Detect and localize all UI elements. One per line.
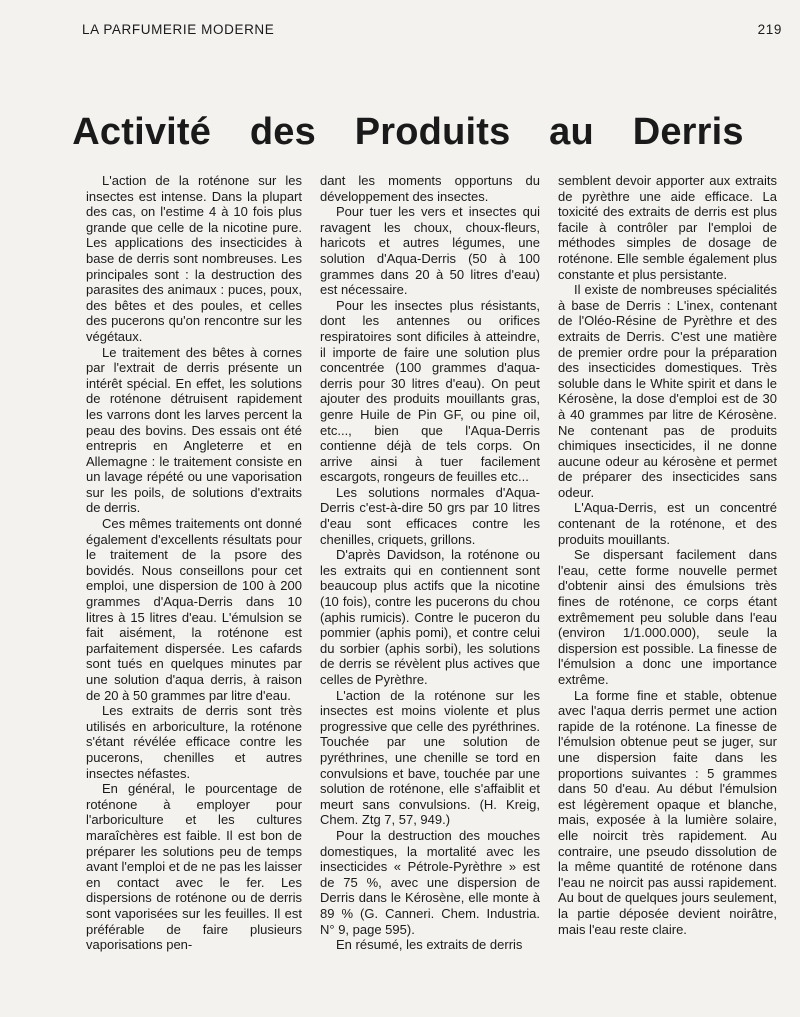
paragraph: dant les moments opportuns du développement des insectes.: [320, 173, 540, 204]
paragraph: Les extraits de derris sont très utilisés en arboriculture, la roténone s'étant révélée efficace contre les pucerons, chenilles et autres insectes néfastes.: [86, 703, 302, 781]
paragraph: semblent devoir apporter aux extraits de pyrèthre une aide efficace. La toxicité des extraits de derris est plus facile à contrôler par l'emploi de méthodes simples de dosage de roténone. Elle semble également plus constante et plus persistante.: [558, 173, 777, 282]
paragraph: Ces mêmes traitements ont donné également d'excellents résultats pour le traitement de la psore des bovidés. Nous conseillons pour cet emploi, une dispersion de 100 à 200 grammes d'Aqua-Derris dans 10 litres à 15 litres d'eau. L'émulsion se fait aisément, la roténone est parfaitement dispersée. Les cafards sont tués en quelques minutes par une solution d'aqua derris, à raison de 20 à 50 grammes par litre d'eau.: [86, 516, 302, 703]
text-column-2: [320, 173, 540, 953]
text-column-3: [558, 173, 777, 937]
paragraph: Se dispersant facilement dans l'eau, cette forme nouvelle permet d'obtenir ainsi des émulsions très fines de roténone, ce corps étant extrêmement peu soluble dans l'eau (environ 1/1.000.000), seule la dispersion est possible. La finesse de l'émulsion a donc une importance extrême.: [558, 547, 777, 687]
paragraph: En résumé, les extraits de derris: [336, 937, 523, 953]
paragraph: L'action de la roténone sur les insectes est intense. Dans la plupart des cas, on l'estime 4 à 10 fois plus grande que celle de la nicotine pure. Les applications des insecticides à base de derris sont nombreuses. Les principales sont : la destruction des parasites des animaux : puces, poux, des bêtes et des poules, et celles des pucerons qu'on rencontre sur les végétaux.: [86, 173, 302, 344]
paragraph: La forme fine et stable, obtenue avec l'aqua derris permet une action rapide de la roténone. La finesse de l'émulsion obtenue peut se juger, sur une dispersion faite dans les proportions suivantes : 5 grammes dans 50 d'eau. Au début l'émulsion est légèrement opaque et blanche, mais, exposée à la lumière solaire, elle noircit très rapidement. Au contraire, une pseudo dissolution de la même quantité de roténone dans l'eau ne noircit pas aussi rapidement. Au bout de quelques jours seulement, la partie déposée devient noirâtre, mais l'eau reste claire.: [558, 687, 777, 937]
text-column-1: [86, 173, 302, 953]
paragraph: Pour la destruction des mouches domestiques, la mortalité avec les insecticides « Pétrole-Pyrèthre » est de 75 %, avec une dispersion de Derris dans le Kérosène, elle monte à 89 % (G. Canneri. Chem. Industria. N° 9, page 595).: [320, 827, 540, 937]
paragraph: D'après Davidson, la roténone ou les extraits qui en contiennent sont beaucoup plus actifs que la nicotine (10 fois), contre les pucerons du chou (aphis rumicis). Contre le puceron du pommier (aphis pomi), et contre celui du sorbier (aphis sorbi), les solutions de derris se révèlent plus actives que celles de Pyrèthre.: [320, 547, 540, 687]
paragraph: L'Aqua-Derris, est un concentré contenant de la roténone, et des produits mouillants.: [558, 500, 777, 547]
article-title: Activité des Produits au Derris: [72, 111, 744, 154]
paragraph: Pour les insectes plus résistants, dont les antennes ou orifices respiratoires sont dificiles à atteindre, il importe de faire une solution plus concentrée (100 grammes d'aqua-derris pour 30 litres d'eau). On peut ajouter des produits mouillants gras, genre Huile de Pin GF, ou pine oil, etc..., bien que l'Aqua-Derris contienne déjà de tels corps. On arrive ainsi à tuer facilement escargots, rongeurs de feuilles etc...: [320, 297, 540, 485]
paragraph: L'action de la roténone sur les insectes est moins violente et plus progressive que celle des pyréthrines. Touchée par une solution de pyréthrines, une chenille se tord en convulsions et bave, touchée par une solution de roténone, elle s'affaiblit et meurt sans convulsions. (H. Kreig, Chem. Ztg 7, 57, 949.): [320, 687, 540, 828]
paragraph: En général, le pourcentage de roténone à employer pour l'arboriculture et les cultures maraîchères est faible. Il est bon de préparer les solutions peu de temps avant l'emploi et de ne pas les laisser en contact avec le fer. Les dispersions de roténone ou de derris sont vaporisées sur les feuilles. Il est préférable de faire plusieurs vaporisations pen-: [86, 781, 302, 953]
paragraph: Le traitement des bêtes à cornes par l'extrait de derris présente un intérêt spécial. En effet, les solutions de roténone détruisent rapidement les varrons dont les larves percent la peau des bovins. Des essais ont été entrepris en Angleterre et en Allemagne : le traitement consiste en un lavage répété ou une vaporisation sur les poils, de solutions d'extraits de derris.: [86, 344, 302, 516]
paragraph: Il existe de nombreuses spécialités à base de Derris : L'inex, contenant de l'Oléo-Résine de Pyrèthre et des extraits de Derris. C'est une matière de premier ordre pour la préparation des insecticides domestiques. Très soluble dans le White spirit et dans le Kérosène, la dose d'emploi est de 30 à 40 grammes par litre de Kérosène. Ne contenant pas de produits chimiques insecticides, il ne donne aucune odeur au kérosène et permet de préparer des insecticides sans odeur.: [558, 282, 777, 500]
journal-name: LA PARFUMERIE MODERNE: [82, 22, 275, 37]
running-header: [82, 22, 782, 42]
paragraph: Pour tuer les vers et insectes qui ravagent les choux, choux-fleurs, haricots et autres légumes, une solution d'Aqua-Derris (50 à 100 grammes dans 20 à 50 litres d'eau) est nécessaire.: [320, 204, 540, 298]
page-number: 219: [757, 22, 782, 37]
paragraph: Les solutions normales d'Aqua-Derris c'est-à-dire 50 grs par 10 litres d'eau sont efficaces contre les chenilles, criquets, grillons.: [320, 484, 540, 547]
